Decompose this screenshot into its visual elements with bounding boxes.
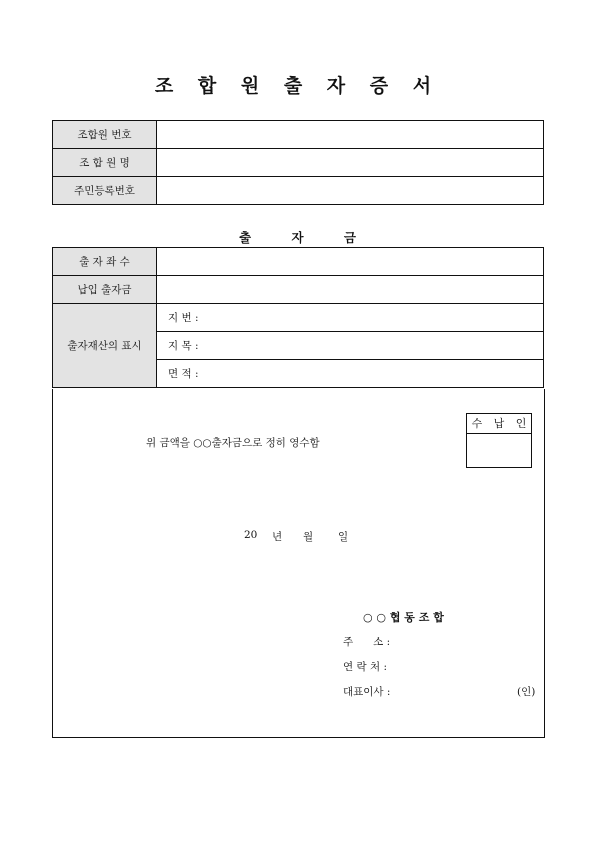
seal-mark: (인) [517,686,536,698]
section-title: 출 자 금 [239,230,374,245]
member-name-field[interactable] [157,149,544,177]
paid-amount-field[interactable] [157,276,544,304]
property-label: 출자재산의 표시 [53,304,157,388]
area-field[interactable] [157,360,544,388]
table-row [53,177,544,205]
table-row [53,121,544,149]
table-row [53,276,544,304]
stamp-box-label: 수 납 인 [467,414,531,434]
document-title: 조 합 원 출 자 증 서 [154,75,441,97]
date-year-prefix: 20 [244,529,258,541]
resident-number-field[interactable] [157,177,544,205]
cooperative-name: ○ ○ 협 동 조 합 [363,611,444,624]
member-name-label: 조 합 원 명 [53,149,157,177]
share-count-label: 출 자 좌 수 [53,248,157,276]
lot-number-label: 지 번 : [168,312,199,324]
paid-amount-label: 납입 출자금 [53,276,157,304]
table-row [53,304,544,332]
stamp-box[interactable] [466,413,532,468]
area-label: 면 적 : [168,368,199,380]
date-year: 년 [272,531,283,543]
investment-table [52,247,544,388]
land-category-label: 지 목 : [168,340,199,352]
member-number-field[interactable] [157,121,544,149]
contact-label: 연 락 처 : [343,661,387,673]
address-label: 주 소 : [343,636,391,648]
receipt-statement: 위 금액을 ○○출자금으로 정히 영수함 [146,437,320,449]
date-month: 월 [303,531,314,543]
date-day: 일 [338,531,349,543]
table-row [53,248,544,276]
share-count-field[interactable] [157,248,544,276]
table-row [53,149,544,177]
resident-number-label: 주민등록번호 [53,177,157,205]
member-info-table [52,120,544,205]
lot-number-field[interactable] [157,304,544,332]
representative-label: 대표이사 : [343,686,391,698]
land-category-field[interactable] [157,332,544,360]
member-number-label: 조합원 번호 [53,121,157,149]
